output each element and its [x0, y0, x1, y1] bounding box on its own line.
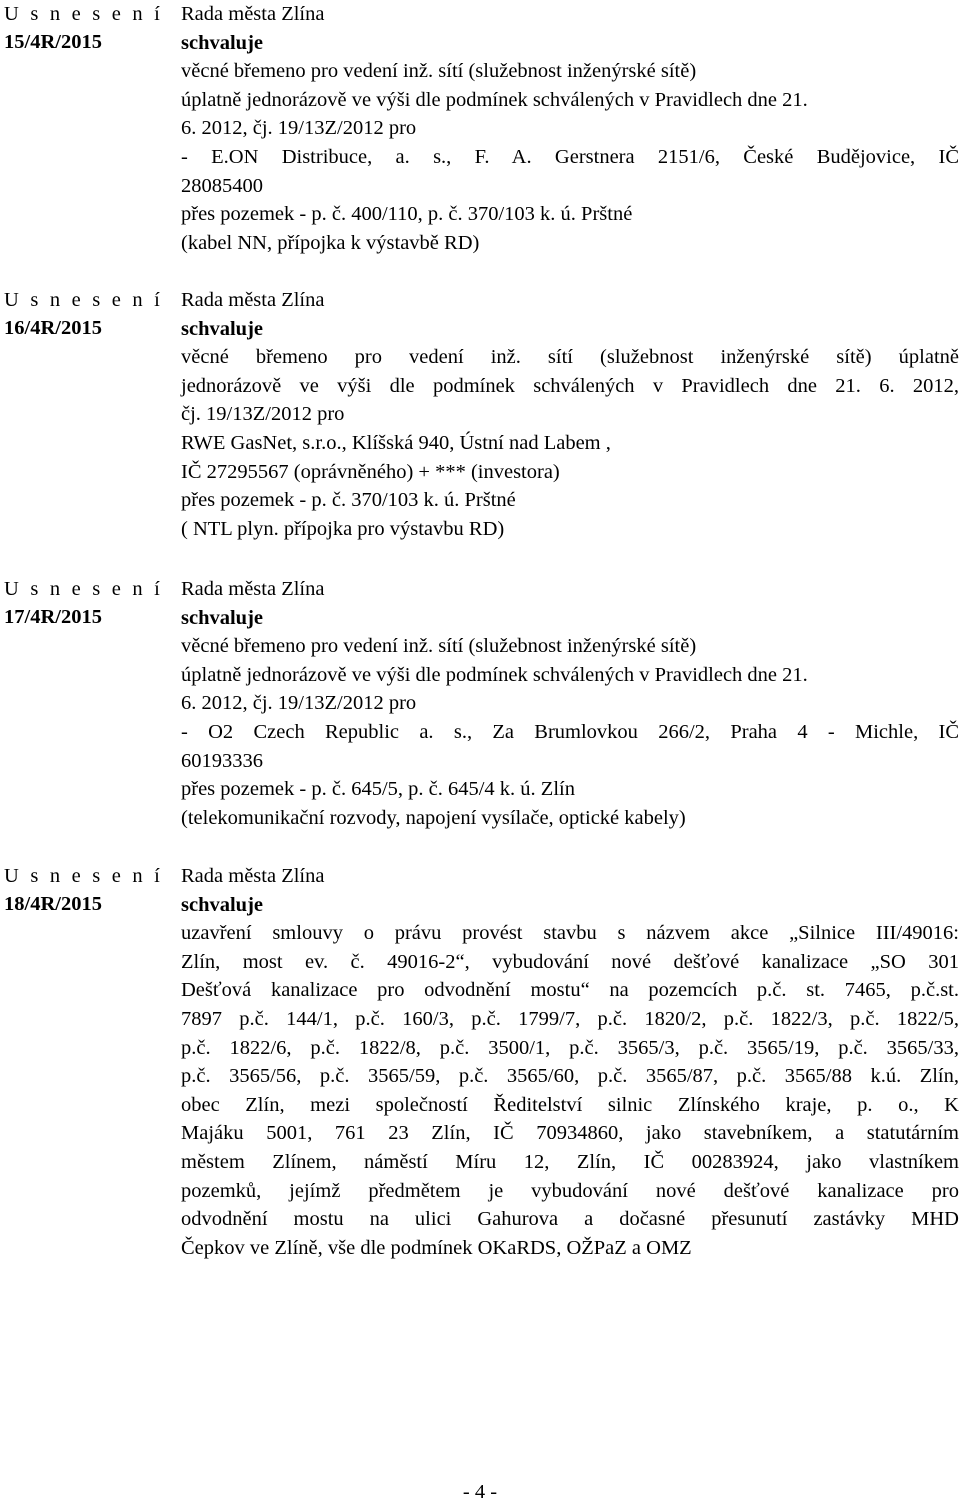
text-line: obec Zlín, mezi společností Ředitelství silnic Zlínského kraje, p. o., K: [181, 1093, 959, 1116]
text-line: Majáku 5001, 761 23 Zlín, IČ 70934860, jako stavebníkem, a statutárním: [181, 1122, 959, 1145]
text-line: Zlín, most ev. č. 49016-2“, vybudování nové dešťové kanalizace „SO 301: [181, 950, 959, 973]
text-line: 28085400: [181, 174, 263, 197]
resolution-number: 17/4R/2015: [4, 606, 102, 628]
council-name: Rada města Zlína: [181, 3, 325, 25]
text-line: městem Zlínem, náměstí Míru 12, Zlín, IČ 00283924, jako vlastníkem: [181, 1150, 959, 1173]
text-line: Dešťová kanalizace pro odvodnění mostu“ na pozemcích p.č. st. 7465, p.č.st.: [181, 979, 959, 1002]
resolution-body: [181, 575, 959, 832]
resolution-verb: schvaluje: [181, 606, 263, 629]
text-line: uzavření smlouvy o právu provést stavbu s názvem akce „Silnice III/49016:: [181, 922, 959, 945]
text-line: čj. 19/13Z/2012 pro: [181, 403, 345, 426]
text-line: jednorázově ve výši dle podmínek schválených v Pravidlech dne 21. 6. 2012,: [181, 374, 959, 397]
resolution-body: [181, 286, 959, 543]
text-line: pozemků, jejímž předmětem je vybudování nové dešťové kanalizace pro: [181, 1179, 959, 1202]
text-line: úplatně jednorázově ve výši dle podmínek schválených v Pravidlech dne 21.: [181, 663, 808, 686]
text-line: ( NTL plyn. přípojka pro výstavbu RD): [181, 517, 505, 540]
text-line: IČ 27295567 (oprávněného) + *** (investora): [181, 460, 560, 483]
text-line: věcné břemeno pro vedení inž. sítí (služebnost inženýrské sítě) úplatně: [181, 346, 959, 369]
resolution-label: [4, 575, 174, 631]
text-line: odvodnění mostu na ulici Gahurova a dočasné přesunutí zastávky MHD: [181, 1208, 959, 1231]
text-line: RWE GasNet, s.r.o., Klíšská 940, Ústní nad Labem ,: [181, 431, 611, 454]
text-line: (telekomunikační rozvody, napojení vysílače, optické kabely): [181, 806, 686, 829]
text-line: 6. 2012, čj. 19/13Z/2012 pro: [181, 692, 417, 715]
text-line: 60193336: [181, 749, 263, 772]
text-line: věcné břemeno pro vedení inž. sítí (služebnost inženýrské sítě): [181, 60, 697, 83]
resolution-body: [181, 862, 959, 1262]
resolution-number: 18/4R/2015: [4, 893, 102, 915]
text-line: - O2 Czech Republic a. s., Za Brumlovkou 266/2, Praha 4 - Michle, IČ: [181, 720, 959, 743]
resolution-word: U s n e s e n í: [4, 3, 164, 25]
resolution-word: U s n e s e n í: [4, 289, 164, 311]
resolution-number: 15/4R/2015: [4, 31, 102, 53]
text-line: přes pozemek - p. č. 370/103 k. ú. Prštné: [181, 489, 516, 512]
text-line: p.č. 3565/56, p.č. 3565/59, p.č. 3565/60, p.č. 3565/87, p.č. 3565/88 k.ú. Zlín,: [181, 1065, 959, 1088]
resolution-word: U s n e s e n í: [4, 578, 164, 600]
text-line: přes pozemek - p. č. 400/110, p. č. 370/103 k. ú. Prštné: [181, 203, 633, 226]
resolution-label: [4, 286, 174, 342]
resolution-body: [181, 0, 959, 257]
council-name: Rada města Zlína: [181, 578, 325, 600]
resolution-verb: schvaluje: [181, 317, 263, 340]
text-line: p.č. 1822/6, p.č. 1822/8, p.č. 3500/1, p.č. 3565/3, p.č. 3565/19, p.č. 3565/33,: [181, 1036, 959, 1059]
text-line: 7897 p.č. 144/1, p.č. 160/3, p.č. 1799/7, p.č. 1820/2, p.č. 1822/3, p.č. 1822/5,: [181, 1007, 959, 1030]
text-line: - E.ON Distribuce, a. s., F. A. Gerstnera 2151/6, České Budějovice, IČ: [181, 145, 959, 168]
text-line: 6. 2012, čj. 19/13Z/2012 pro: [181, 117, 417, 140]
resolution-verb: schvaluje: [181, 31, 263, 54]
resolution-word: U s n e s e n í: [4, 865, 164, 887]
text-line: přes pozemek - p. č. 645/5, p. č. 645/4 k. ú. Zlín: [181, 778, 575, 801]
text-line: věcné břemeno pro vedení inž. sítí (služebnost inženýrské sítě): [181, 635, 697, 658]
resolution-label: [4, 0, 174, 56]
resolution-verb: schvaluje: [181, 893, 263, 916]
text-line: (kabel NN, přípojka k výstavbě RD): [181, 231, 480, 254]
council-name: Rada města Zlína: [181, 289, 325, 311]
resolution-number: 16/4R/2015: [4, 317, 102, 339]
page-number: - 4 -: [462, 1481, 498, 1503]
text-line: úplatně jednorázově ve výši dle podmínek schválených v Pravidlech dne 21.: [181, 88, 808, 111]
council-name: Rada města Zlína: [181, 865, 325, 887]
resolution-label: [4, 862, 174, 918]
text-line: Čepkov ve Zlíně, vše dle podmínek OKaRDS, OŽPaZ a OMZ: [181, 1236, 692, 1259]
